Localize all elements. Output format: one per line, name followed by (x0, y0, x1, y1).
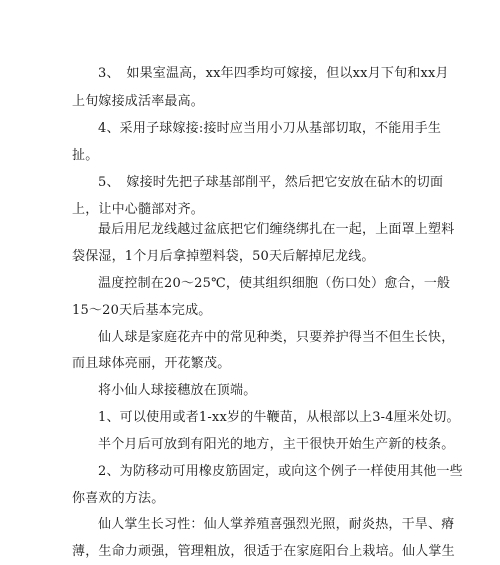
text-line: 1、可以使用或者1-xx岁的牛鞭苗，从根部以上3-4厘米处切。 (98, 410, 460, 425)
text-line: 2、为防移动可用橡皮筋固定，或向这个例子一样使用其他一些 (98, 464, 463, 479)
text-line: 薄，生命力顽强，管理粗放，很适于在家庭阳台上栽培。仙人掌生 (72, 544, 455, 559)
text-line: 最后用尼龙线越过盆底把它们缠绕绑扎在一起，上面罩上塑料 (98, 222, 455, 237)
text-line: 将小仙人球接穗放在顶端。 (98, 383, 257, 398)
text-line: 仙人球是家庭花卉中的常见种类，只要养护得当不但生长快， (98, 330, 455, 345)
text-line: 上旬嫁接成活率最高。 (72, 94, 205, 109)
text-line: 半个月后可放到有阳光的地方，主干很快开始生产新的枝条。 (98, 437, 455, 452)
text-line: 你喜欢的方法。 (72, 491, 165, 506)
text-line: 而且球体亮丽，开花繁茂。 (72, 356, 231, 371)
text-line: 袋保湿，1个月后拿掉塑料袋，50天后解掉尼龙线。 (72, 249, 375, 264)
text-line: 温度控制在20～25℃，使其组织细胞（伤口处）愈合，一般 (98, 276, 451, 291)
text-line: 5、 嫁接时先把子球基部削平，然后把它安放在砧木的切面 (98, 175, 444, 190)
text-line: 3、 如果室温高，xx年四季均可嫁接，但以xx月下旬和xx月 (98, 66, 449, 81)
text-line: 4、采用子球嫁接:接时应当用小刀从基部切取，不能用手生 (98, 121, 442, 136)
text-line: 上，让中心髓部对齐。 (72, 202, 205, 217)
text-line: 仙人掌生长习性：仙人掌养殖喜强烈光照，耐炎热，干旱、瘠 (98, 517, 455, 532)
text-line: 15～20天后基本完成。 (72, 303, 212, 318)
text-line: 扯。 (72, 148, 99, 163)
